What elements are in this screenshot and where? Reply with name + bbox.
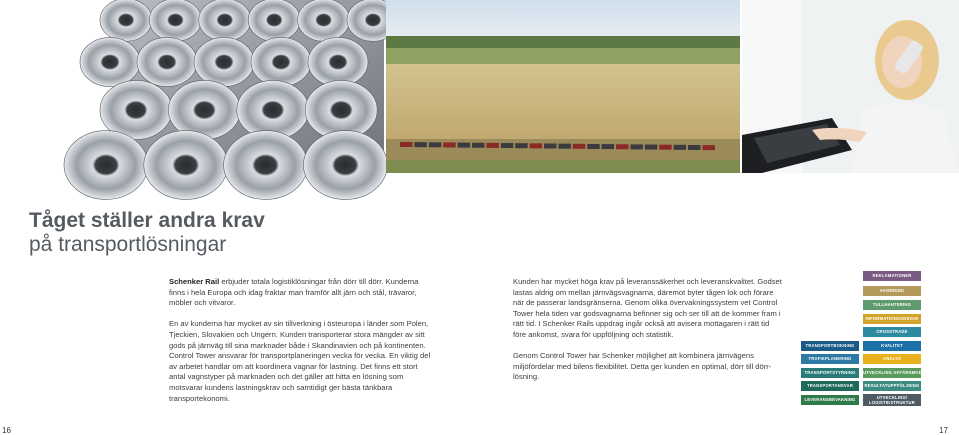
diagram-box-right: CROSSTRADE bbox=[863, 327, 921, 337]
steel-coil bbox=[194, 37, 254, 86]
train-field-photo bbox=[386, 0, 740, 173]
train-car bbox=[429, 142, 442, 147]
page-number-right: 17 bbox=[939, 426, 948, 435]
steel-coil bbox=[251, 37, 311, 86]
middle-text-column bbox=[513, 277, 783, 394]
train-car bbox=[587, 144, 600, 149]
steel-coil bbox=[137, 37, 197, 86]
diagram-box-right: UTVECKLING AFFÄRSMODELL bbox=[863, 368, 921, 378]
steel-coil bbox=[303, 131, 387, 200]
diagram-box-right: TULLHANTERING bbox=[863, 300, 921, 310]
diagram-box-right: ANALYS bbox=[863, 354, 921, 364]
control-tower-diagram bbox=[801, 271, 931, 409]
train-car bbox=[659, 145, 672, 150]
left-text-column bbox=[169, 277, 435, 415]
train-car bbox=[602, 144, 615, 149]
left-paragraph-1-text: erbjuder totala logistiklösningar från dörr till dörr. Kunderna finns i hela Europa och idag fraktar man framför allt järn och stål, trävaror, möbler och vitvaror. bbox=[169, 277, 419, 308]
diagram-box-left: TRANSPORTBOKNING bbox=[801, 341, 859, 351]
page-number-left: 16 bbox=[2, 426, 11, 435]
train-car bbox=[458, 143, 471, 148]
train-car bbox=[530, 143, 543, 148]
train-car bbox=[414, 142, 427, 147]
diagram-box-left: TRANSPORTANSVAR bbox=[801, 381, 859, 391]
train-car bbox=[688, 145, 701, 150]
headline-line2: på transportlösningar bbox=[29, 233, 227, 256]
steel-coil bbox=[308, 37, 368, 86]
diagram-box-left: LEVERANSBEVAKNING bbox=[801, 395, 859, 405]
diagram-box-right: KVALITET bbox=[863, 341, 921, 351]
steel-coil bbox=[248, 0, 300, 41]
train-car bbox=[645, 145, 658, 150]
left-paragraph-1 bbox=[169, 277, 435, 309]
diagram-box-left: TRAFIKPLANERING bbox=[801, 354, 859, 364]
mid-paragraph-1: Kunden har mycket höga krav på leveranssäkerhet och leveranskvalitet. Godset lastas aldrig om mellan järnvägsvagnarna, däremot byter tågen lok och förare när de passerar landsgränserna. Genom olika övervakningssystem vet Control Tower hela tiden var godsvagnarna befinner sig och ser till att de kommer fram i rätt tid. I Schenker Rails uppdrag ingår också att avisera mottagaren i rätt tid före ankomst, svara för uppföljning och statistik. bbox=[513, 277, 782, 339]
brand-name: Schenker Rail bbox=[169, 277, 220, 286]
train-car bbox=[573, 144, 586, 149]
office-woman-photo bbox=[742, 0, 959, 173]
steel-coil bbox=[80, 37, 140, 86]
diagram-box-right: REKLAMATIONER bbox=[863, 271, 921, 281]
steel-coil bbox=[149, 0, 201, 41]
steel-coil bbox=[100, 0, 152, 41]
steel-coil bbox=[64, 131, 148, 200]
train-car bbox=[616, 144, 629, 149]
steel-coil bbox=[144, 131, 228, 200]
train-car bbox=[472, 143, 485, 148]
train-car bbox=[558, 144, 571, 149]
diagram-box-left: TRANSPORTSTYRNING bbox=[801, 368, 859, 378]
steel-coil bbox=[224, 131, 308, 200]
train-car bbox=[400, 142, 413, 147]
steel-coil bbox=[237, 80, 309, 139]
diagram-box-right: AVISERING bbox=[863, 286, 921, 296]
train-car bbox=[702, 145, 715, 150]
train-car bbox=[486, 143, 499, 148]
page-headline bbox=[29, 209, 265, 257]
train-car bbox=[515, 143, 528, 148]
steel-coils-photo bbox=[116, 0, 384, 173]
train-car bbox=[501, 143, 514, 148]
diagram-box-right: INFORMATIONSANSVAR bbox=[863, 314, 921, 324]
steel-coil bbox=[199, 0, 251, 41]
train-car bbox=[443, 142, 456, 147]
left-paragraph-2: En av kunderna har mycket av sin tillverkning i östeuropa i länder som Polen, Tjeckien, Slovakien och Ungern. Kunden transporterar stora mängder av sitt gods på järnväg till sina marknader både i Skandinavien och på kontinenten. Control Tower ansvarar för transportplaneringen vecka för vecka. En viktig del av arbetet handlar om att koordinera vagnar för lastning. Det finns ett stort antal vagnstyper på marknaden och det gäller att hitta en lösning som motsvarar kundens lastningskrav och samtidigt ger bästa tänkbara transportekonomi. bbox=[169, 319, 431, 403]
train-car bbox=[630, 144, 643, 149]
headline-line1: Tåget ställer andra krav bbox=[29, 209, 265, 232]
mid-paragraph-2: Genom Control Tower har Schenker möjlighet att kombinera järnvägens miljöfördelar med bilens flexibilitet. Detta ger kunden en optimal, dörr till dörr-lösning. bbox=[513, 351, 772, 382]
diagram-box-right: UTVECKLING/ LOGISTIKSTRUKTUR bbox=[863, 394, 921, 406]
steel-coil bbox=[298, 0, 350, 41]
train-car bbox=[544, 144, 557, 149]
diagram-box-right: RESULTATUPPFÖLJNING bbox=[863, 381, 921, 391]
train-car bbox=[674, 145, 687, 150]
